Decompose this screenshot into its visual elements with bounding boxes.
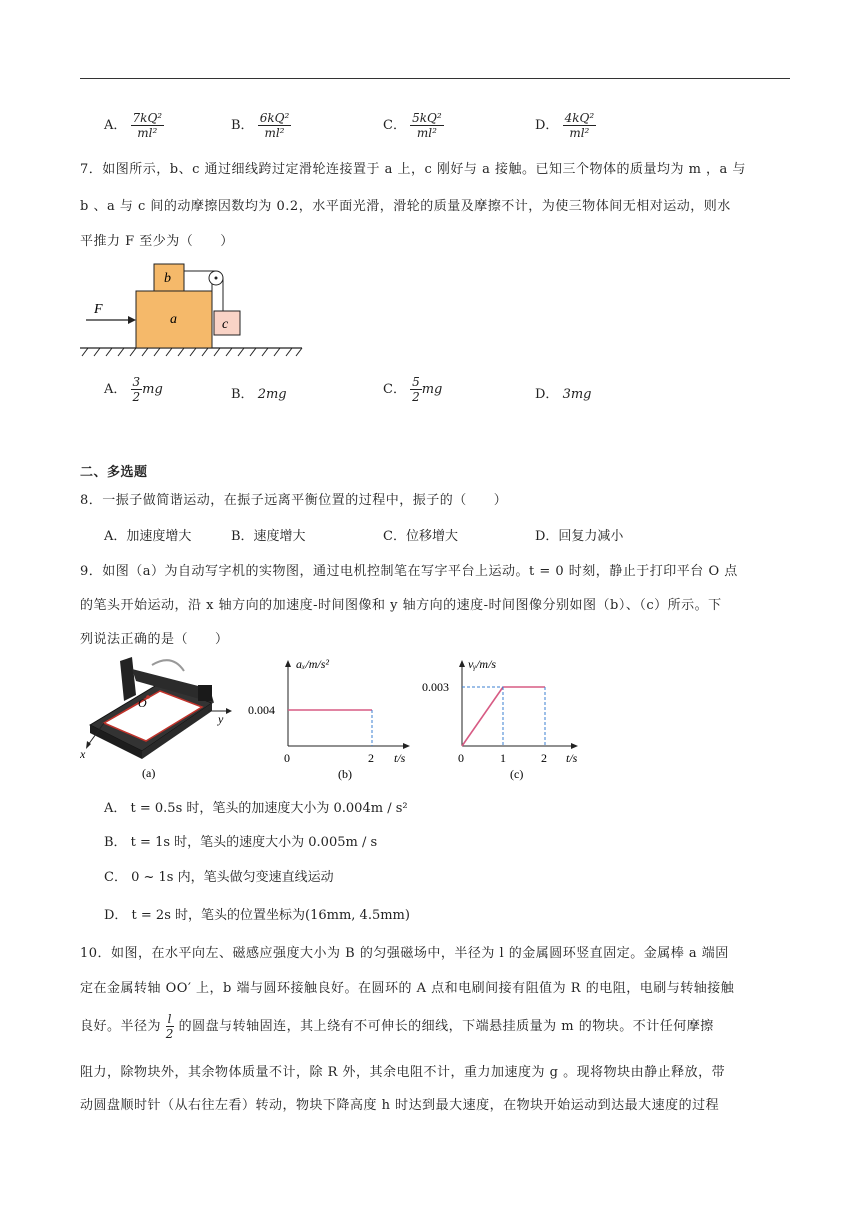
q9-option-b[interactable]: B． t = 1s 时，笔头的速度大小为 0.005m / s	[104, 835, 378, 850]
q6-option-d[interactable]: D． $\frac{\text{4kQ²}}{\text{ml²}}$	[535, 111, 595, 140]
q9-line-3: 列说法正确的是（ ）	[80, 632, 229, 647]
svg-text:aₓ/m/s²: aₓ/m/s²	[296, 657, 330, 671]
q10-line-4: 阻力，除物块外，其余物体质量不计，除 R 外，其余电阻不计，重力加速度为 g 。现将物块由静止释放，带	[80, 1065, 726, 1080]
q7-line-3: 平推力 F 至少为（ ）	[80, 234, 234, 249]
q8-option-b[interactable]: B．速度增大	[231, 529, 306, 544]
svg-text:0: 0	[458, 751, 464, 765]
q8-option-a[interactable]: A．加速度增大	[104, 529, 192, 544]
q9-option-a[interactable]: A． t = 0.5s 时，笔头的加速度大小为 0.004m / s²	[104, 801, 408, 816]
svg-text:x: x	[80, 747, 86, 761]
q6-option-a[interactable]: A． $\frac{\text{7kQ²}}{\text{ml²}}$	[104, 111, 163, 140]
label-c: c	[222, 317, 229, 332]
header-rule	[80, 78, 790, 79]
svg-text:2: 2	[368, 751, 374, 765]
svg-text:(a): (a)	[142, 766, 156, 780]
q9-line-2: 的笔头开始运动，沿 x 轴方向的加速度-时间图像和 y 轴方向的速度-时间图像分别如图（b）、（c）所示。下	[80, 598, 722, 613]
q7-line-1: 7．如图所示，b、c 通过细线跨过定滑轮连接置于 a 上，c 刚好与 a 接触。已知三个物体的质量均为 m ，a 与	[80, 162, 746, 177]
q7-figure	[80, 258, 305, 358]
section-title: 二、多选题	[80, 465, 148, 480]
q9-figure-b	[240, 652, 415, 784]
q8-stem: 8．一振子做简谐运动，在振子远离平衡位置的过程中，振子的（ ）	[80, 493, 508, 508]
q9-option-c[interactable]: C． 0 ~ 1s 内，笔头做匀变速直线运动	[104, 870, 334, 885]
svg-text:vᵧ/m/s: vᵧ/m/s	[468, 657, 497, 671]
q7-option-d[interactable]: D． 3mg	[535, 387, 592, 402]
q10-line-5: 动圆盘顺时针（从右往左看）转动，物块下降高度 h 时达到最大速度，在物块开始运动到达最大速度的过程	[80, 1098, 720, 1113]
svg-text:0.004: 0.004	[248, 703, 275, 717]
q10-line-3: 良好。半径为 $\frac{l}{2}$ 的圆盘与转轴固连，其上绕有不可伸长的细线，下端悬挂质量为 m 的物块。不计任何摩擦	[80, 1012, 714, 1041]
svg-text:1: 1	[500, 751, 506, 765]
svg-text:0: 0	[284, 751, 290, 765]
q9-option-d[interactable]: D． t = 2s 时，笔头的位置坐标为(16mm, 4.5mm)	[104, 908, 410, 923]
q9-figure-c	[418, 652, 593, 784]
svg-text:t/s: t/s	[566, 751, 578, 765]
label-a: a	[170, 312, 177, 327]
svg-text:(b): (b)	[338, 767, 352, 781]
force-label: F	[94, 302, 103, 317]
vy-ramp	[462, 687, 503, 746]
q8-option-c[interactable]: C．位移增大	[383, 529, 458, 544]
q6-option-c[interactable]: C． $\frac{\text{5kQ²}}{\text{ml²}}$	[383, 111, 442, 140]
q8-option-d[interactable]: D．回复力减小	[535, 529, 624, 544]
q10-line-1: 10．如图，在水平向左、磁感应强度大小为 B 的匀强磁场中，半径为 l 的金属圆环竖直固定。金属棒 a 端固	[80, 946, 729, 961]
q7-option-b[interactable]: B． 2mg	[231, 387, 287, 402]
svg-text:(c): (c)	[510, 767, 524, 781]
svg-text:y: y	[218, 712, 224, 726]
svg-text:O: O	[138, 696, 147, 710]
q6-option-b[interactable]: B． $\frac{\text{6kQ²}}{\text{ml²}}$	[231, 111, 290, 140]
svg-text:0.003: 0.003	[422, 680, 449, 694]
q7-line-2: b 、a 与 c 间的动摩擦因数均为 0.2，水平面光滑，滑轮的质量及摩擦不计，为使三物体间无相对运动，则水	[80, 199, 731, 214]
q9-figure-a	[80, 655, 240, 783]
label-b: b	[164, 271, 171, 286]
q9-line-1: 9．如图（a）为自动写字机的实物图，通过电机控制笔在写字平台上运动。t = 0 时刻，静止于打印平台 O 点	[80, 564, 738, 579]
q10-line-2: 定在金属转轴 OO′ 上，b 端与圆环接触良好。在圆环的 A 点和电刷间接有阻值为 R 的电阻，电刷与转轴接触	[80, 981, 735, 996]
q7-option-c[interactable]: C． $\frac{5}{2}$ mg	[383, 375, 443, 404]
q7-option-a[interactable]: A． $\frac{3}{2}$ mg	[104, 375, 163, 404]
svg-text:t/s: t/s	[394, 751, 406, 765]
svg-text:2: 2	[541, 751, 547, 765]
